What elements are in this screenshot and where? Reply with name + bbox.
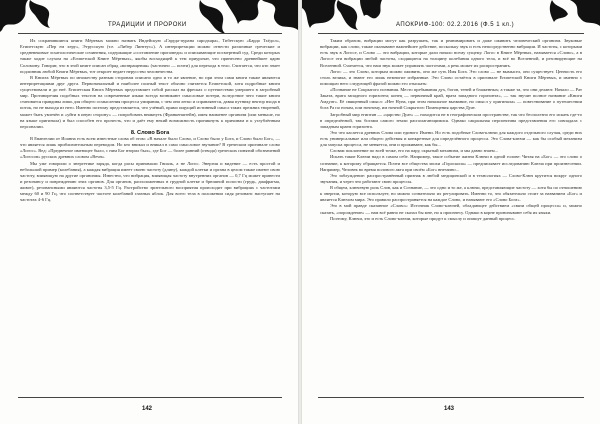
paragraph: Мы уже говорили о энергетике заряда, когда расы принимали Гвиаль, а не Логос. Энергия и видение — есть простой и небольшой пример (колебания), а каждая вибрация имеет своею частоту (длину), каждой клетки и органа в целом также имеют свою частоту, влияющую на другие организмы. Известно, что вибрация, влияющая частоту внутренних органов — 0,7 Гц может принести и резонансу и повреждению этих органов. Для органов, расположенных в грудной клетке и брюшной полости (грудь, диафрагма, живот), резонансными являются частоты 3,5-5 Гц. Растройство зрительного восприятия происходит при вибрациях с частотами между 60 и 90 Гц, что соответствует частоте колебаний глазных яблок. Для всего тела в положении сидя резонанс наступает на частотах 4-6 Гц. [20, 160, 280, 203]
decorative-ornament-right [302, 0, 600, 40]
paragraph: Логос — это Слово, которым можно оживить, оно же суть Имя Бога. Это слово — не вымысел, оно существует. Ценность его столь велика, и знают его лишь немногие избранные. Это Слово остаётся в оригинале Египетской Книги Мёртвых, и именно с помощью него следующей фразой можно его отыскать: [320, 68, 582, 86]
paragraph: Искать такие Ключи надо в самом себе. Например, такое событие жизни Ключи в одной голове: Читая на «Бог» — это слово о сознание, к которому обращается. Почти все общества эпохи «Гороскопа» — предписывает исследованию Ключа при произнесении. Например, Человек во время полового акта при своём «Бог» внезапно... [320, 154, 582, 172]
running-header: ТРАДИЦИИ И ПРОРОКИ [108, 22, 187, 28]
header-rule [18, 33, 282, 34]
section-title: 8. Слово Бога [130, 129, 170, 136]
paragraph: В общем, ключевую роль Слов, как и Сознание, — это одно и то же, а ключи, представляющие частоту — хотя бы по отношению к энергии, которую все использует, но можно сознательно их регулировать. Именно то, что обязательно стоит за названием «Бог» и является Ключом мира. Это правило распространяется на каждое Слово, и называют его «Слово Бога». [320, 185, 582, 203]
decorative-ornament-left [0, 0, 298, 40]
page-number: 143 [444, 406, 455, 412]
footer-rule [318, 397, 584, 398]
paragraph: Это что касается древних Слова или единого Имени. Но есть подобные Слова-ключи для каждого отдельного случая, среди них есть универсальные или общего действия и конкретные для определённого процесса. Это Слова-ключи — как бы особый механизм для запуска процесса, не меняется, они и проживают, как бы... [320, 129, 582, 148]
paragraph: Словам поклонение по всей точке, его на пару, скрытый механизм, и мы давно знаем... [330, 148, 499, 154]
page-number: 142 [142, 406, 153, 412]
paragraph: Их сохранившиеся книги Мёртвых можно назвать Индейскую «Гаруда-пурана сародхара», Тибетскую «Бардо Тхёдол», Египетскую «Пер ем херу», Этрусскую (т.е. «Либер Линтеус»). А интерпретации можно отнести различные греческие и средневековые эсхатологические сочинения, содержащие «составление проповеди» и описывающие посмертный суд. Среди которых также ходит слухом на «Египетской Книге Мёртвых», якобы восходящей к тем приурочат, что принесено древнейшее царю Соломону. Говорят, что в этой книге описан обряд «возвращения» (частично — почти) для перехода в тело. Считается, что кто знает подлинник любой Книги Мёртвых, тот откроет ведает нерусство человечества. [20, 38, 280, 74]
running-header: АПОКРИФ-100: 02.2.2016 (Ф.5 1 кл.) [396, 22, 515, 28]
right-page [302, 0, 600, 424]
page-body-text [20, 38, 280, 203]
page-body-text [320, 38, 582, 222]
paragraph: «Познание не Сокрытого познания. Место пребывания дух, богов, теней и блаженных; а также та, что они делают. Начало — Рат Заката, врата западного горизонта; конец — первичный край, врата западного горизонта», — так звучит полное название «Книги Амдуат». Её священный смысл: «Нет Нуна, при этом начальное вызвание, но смысл у оригинала» — повествование о путешествии бога Ра по ночам, или ночному, им ночной Сокрытого Помещения царства Дуат. [320, 87, 582, 111]
paragraph: В Евангелии от Иоанна есть всем известные слова об этом: «В начале было Слово, и Слово было у Бога, и Слово было Бог», — что является лишь приблизительным переводом. Но кто вникал и вникал в само смысловое звучание? В греческом оригинале слово «Логос». Вед: «Предвечное имеющее было, с ним Бог вторил был», где Бог — более ранний (отвода) греческих понятий обозначений «Логосов» русских древних словом «Вечн». [20, 136, 280, 160]
paragraph: Это заблуждение: распространённый признак в любой медицинской и в технологиях — Слово-Ключ крутится вокруг одного звучания, и через что работают свою процессы. [320, 172, 582, 184]
footer-rule [18, 397, 282, 398]
paragraph: В Книгах Мёртвых по множеству разным сторонам описано одно и то же явление, но при этом сами книги также являются интерпретациями друг друга. Первоначальный и наиболее полный текст обычно считается Египетской, хотя подробные книги существовали и до неё. Египетская Книга Мёртвых представляет собой рассказ на фресках о путешествии умершего в загробный мир. Противоречия подобных текстов на современные языки всегда возникают смысловые потери, вследствие чего такие книги становятся правдивы лишь для общего осмысления процесса умирания, с чем они легко и справляются, давая путнику вектор входа в поток, но не выходя из него. Именно поэтому представляется, что учёный, прямо ищущий истинный смысл таких прежних творений, может быть увлечён и «уйти в иную сторону» — попробовать вникнуть (Франкенштейн), имея наименее организм (или меньше, но на языке оригинала) и был способен его прочесть, что и даёт ему некий возможность проникнуть к причинам и к углублённым персоналии. [20, 74, 280, 129]
paragraph: Таким образом, вибрации могут как разрушать, так и реанимировать и даже оживить человеческий организм. Звуковые вибрации, как слово, также оказывают важнейшее действие, поскольку звук и есть непосредственно вибрации. И частоты, с которыми есть звук в Логосе, и Слово — это вибрации, которые дали начало всему сущему. Логос в Книге Мёртвых, называется «Слово», а в Логосе эти вибрации любой частоты, сходящиеся на толщину колебания одного тела, и всё во Вселенной, и резонирующие на Вселенной. Считается, что наш звук может управлять частотами, а речь может их распространять. [320, 38, 582, 68]
left-page [0, 0, 298, 424]
header-rule [318, 33, 584, 34]
paragraph: Загробный мир египтян — «царство Дуат» — находится не в географическом пространстве, так что бесполезно его искать где-то в определённой, так богами самого земли располагающимися. Однако сакральная перспектива представления его совпадала с западным краем горизонта. [320, 111, 582, 129]
paragraph: Поэтому, Ключи, это и есть Слово-ключи, которые придут к смыслу и опишут данный процесс. [330, 215, 516, 221]
paragraph: Это в мой правде сказанное «Слово»: Источник Слово-ключей, обладающее действием «связи общей процесса» и, можно сказать, «порождение» — нам всё равно не сказал бы мне, но я произнесу. Однако в корне пронизывают себя их языки. [320, 203, 582, 215]
